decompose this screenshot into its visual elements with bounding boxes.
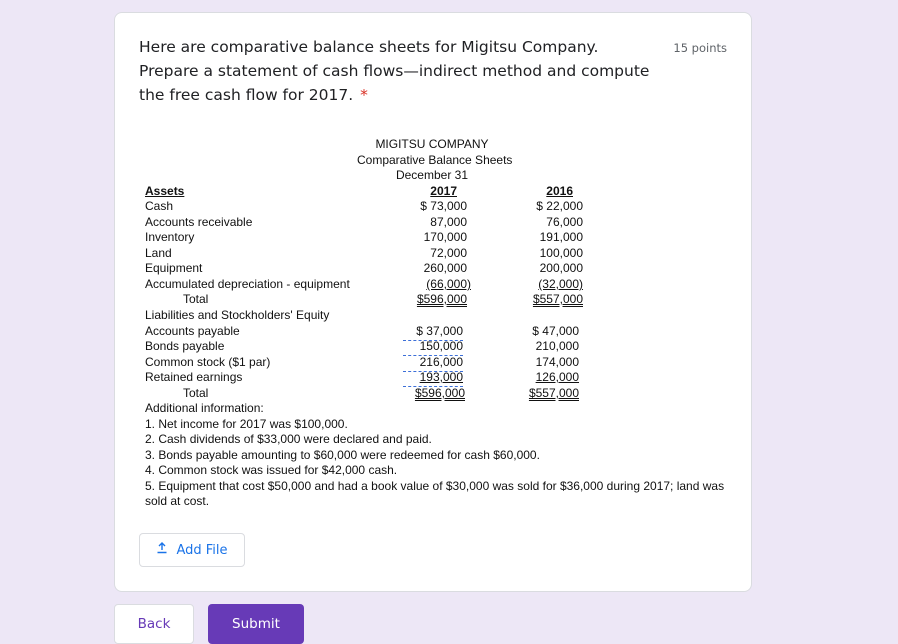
sheet-title: Comparative Balance Sheets	[357, 153, 513, 167]
col-2016-header: 2016	[546, 184, 573, 198]
asset-2016: 100,000	[539, 246, 583, 260]
liab-total-2017: $596,000	[414, 386, 465, 400]
asset-2016: 200,000	[539, 261, 583, 275]
asset-label: Accounts receivable	[145, 215, 253, 229]
upload-icon	[156, 542, 168, 558]
asset-label: Accumulated depreciation - equipment	[145, 277, 350, 291]
sheet-date: December 31	[395, 168, 469, 182]
additional-info-item: 5. Equipment that cost $50,000 and had a book value of $30,000 was sold for $36,000 during 2017; land was	[145, 479, 725, 493]
liability-2017: 216,000	[403, 355, 463, 372]
asset-label: Cash	[145, 199, 174, 213]
asset-2017: 170,000	[423, 230, 467, 244]
asset-2016: (32,000)	[538, 277, 583, 291]
asset-2017: 72,000	[430, 246, 467, 260]
liability-2016: 210,000	[535, 339, 579, 353]
liability-2017: 150,000	[403, 339, 463, 356]
liabilities-header: Liabilities and Stockholders' Equity	[145, 308, 330, 322]
assets-total-2016: $557,000	[532, 292, 583, 306]
liability-2016: $ 47,000	[532, 324, 579, 338]
add-file-label: Add File	[176, 542, 228, 558]
asset-label: Land	[145, 246, 172, 260]
add-file-button[interactable]	[139, 533, 245, 567]
liability-2016: 126,000	[535, 370, 579, 384]
liability-label: Retained earnings	[145, 370, 243, 384]
assets-header: Assets	[145, 184, 185, 198]
liab-total-label: Total	[183, 386, 209, 400]
asset-2017: $ 73,000	[420, 199, 467, 213]
asset-2016: $ 22,000	[536, 199, 583, 213]
question-title	[139, 35, 659, 107]
points-label: 15 points	[673, 41, 727, 55]
additional-info-item: sold at cost.	[145, 494, 210, 508]
assets-total-label: Total	[183, 292, 209, 306]
liability-2016: 174,000	[535, 355, 579, 369]
additional-info-header: Additional information:	[145, 401, 264, 415]
asset-2017: (66,000)	[426, 277, 471, 291]
liability-label: Accounts payable	[145, 324, 240, 338]
additional-info-item: 2. Cash dividends of $33,000 were declared and paid.	[145, 432, 432, 446]
col-2017-header: 2017	[430, 184, 457, 198]
liability-label: Common stock ($1 par)	[145, 355, 271, 369]
required-asterisk: *	[360, 86, 368, 104]
submit-button[interactable]: Submit	[208, 604, 304, 644]
question-card	[114, 12, 752, 592]
additional-info-item: 4. Common stock was issued for $42,000 cash.	[145, 463, 398, 477]
additional-info-item: 1. Net income for 2017 was $100,000.	[145, 417, 348, 431]
asset-label: Equipment	[145, 261, 203, 275]
liability-2017: $ 37,000	[403, 324, 463, 341]
asset-2016: 76,000	[546, 215, 583, 229]
liability-2017: 193,000	[403, 370, 463, 387]
company-name: MIGITSU COMPANY	[375, 137, 489, 151]
assets-total-2017: $596,000	[416, 292, 467, 306]
back-button[interactable]: Back	[114, 604, 194, 644]
liability-label: Bonds payable	[145, 339, 225, 353]
asset-2017: 87,000	[430, 215, 467, 229]
asset-2016: 191,000	[539, 230, 583, 244]
question-text: Here are comparative balance sheets for Migitsu Company. Prepare a statement of cash flows—indirect method and compute the free cash flow for 2017.	[139, 38, 650, 104]
liab-total-2016: $557,000	[528, 386, 579, 400]
additional-info-item: 3. Bonds payable amounting to $60,000 were redeemed for cash $60,000.	[145, 448, 540, 462]
asset-label: Inventory	[145, 230, 195, 244]
asset-2017: 260,000	[423, 261, 467, 275]
